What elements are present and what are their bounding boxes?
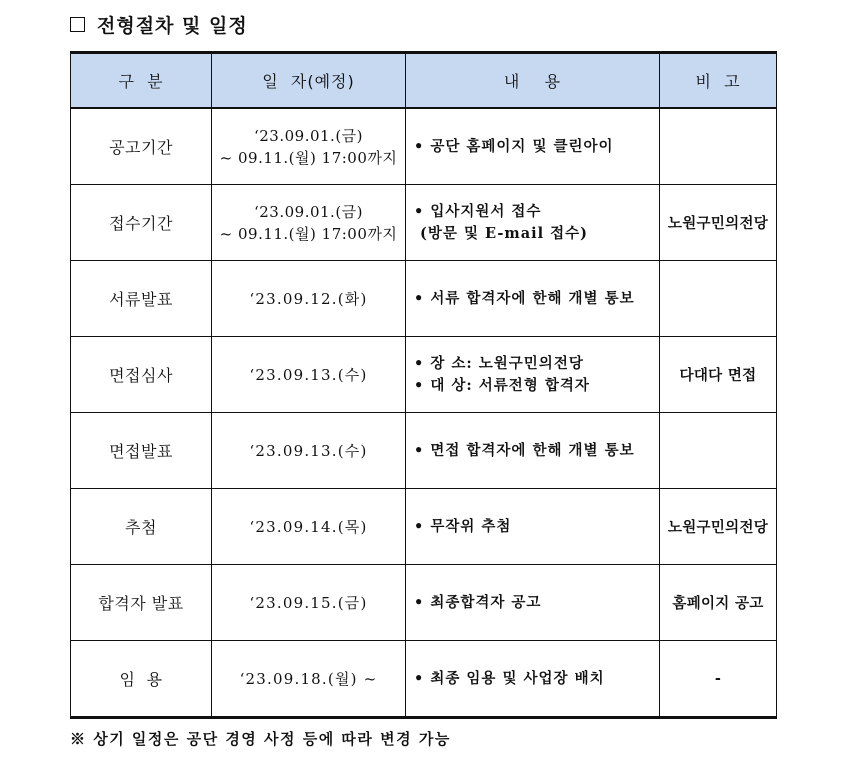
row-content [406, 489, 660, 565]
table-row [71, 185, 777, 261]
row-content [406, 641, 660, 718]
date-line: ‘23.09.15.(금) [249, 593, 368, 612]
row-content [406, 261, 660, 337]
row-category: 추첨 [71, 489, 212, 565]
empty-square-icon [70, 17, 85, 32]
date-line: ‘23.09.13.(수) [249, 365, 368, 384]
date-line: ‘23.09.18.(월) ~ [239, 669, 378, 688]
date-line: ‘23.09.13.(수) [249, 441, 368, 460]
row-date [212, 337, 406, 413]
row-note [660, 108, 777, 185]
row-date [212, 261, 406, 337]
date-line: ~ 09.11.(월) 17:00까지 [219, 148, 398, 167]
table-header-row [71, 53, 777, 109]
content-line: • 공단 홈페이지 및 클린아이 [414, 137, 614, 155]
date-line: ‘23.09.01.(금) [253, 126, 364, 145]
row-category: 서류발표 [71, 261, 212, 337]
row-category: 면접발표 [71, 413, 212, 489]
row-note: 홈페이지 공고 [660, 565, 777, 641]
content-line: (방문 및 E-mail 접수) [414, 224, 589, 242]
table-row [71, 641, 777, 718]
row-date [212, 641, 406, 718]
row-category: 합격자 발표 [71, 565, 212, 641]
content-line: • 무작위 추첨 [414, 517, 512, 535]
date-line: ~ 09.11.(월) 17:00까지 [219, 224, 398, 243]
row-date [212, 565, 406, 641]
row-note: 노원구민의전당 [660, 489, 777, 565]
table-row [71, 261, 777, 337]
table-row [71, 489, 777, 565]
row-date [212, 489, 406, 565]
table-row [71, 565, 777, 641]
row-note: 노원구민의전당 [660, 185, 777, 261]
section-title [70, 9, 248, 39]
row-note [660, 413, 777, 489]
content-line: • 서류 합격자에 한해 개별 통보 [414, 289, 635, 307]
content-line: • 대 상: 서류전형 합격자 [414, 376, 590, 394]
header-content: 내 용 [406, 53, 660, 109]
row-category: 공고기간 [71, 108, 212, 185]
row-date [212, 413, 406, 489]
content-line: • 장 소: 노원구민의전당 [414, 354, 584, 372]
row-content [406, 337, 660, 413]
footnote: ※ 상기 일정은 공단 경영 사정 등에 따라 변경 가능 [70, 730, 451, 748]
row-note: - [660, 641, 777, 718]
content-line: • 면접 합격자에 한해 개별 통보 [414, 441, 635, 459]
row-date [212, 185, 406, 261]
row-note [660, 261, 777, 337]
content-line: • 최종합격자 공고 [414, 593, 542, 611]
date-line: ‘23.09.01.(금) [253, 202, 364, 221]
schedule-table [70, 51, 777, 719]
row-category: 임 용 [71, 641, 212, 718]
header-date: 일 자(예정) [212, 53, 406, 109]
header-category: 구 분 [71, 53, 212, 109]
row-content [406, 565, 660, 641]
header-note: 비 고 [660, 53, 777, 109]
table-row [71, 337, 777, 413]
date-line: ‘23.09.12.(화) [249, 289, 368, 308]
row-note: 다대다 면접 [660, 337, 777, 413]
row-category: 접수기간 [71, 185, 212, 261]
row-content [406, 413, 660, 489]
row-category: 면접심사 [71, 337, 212, 413]
section-title-text: 전형절차 및 일정 [97, 14, 248, 37]
date-line: ‘23.09.14.(목) [249, 517, 368, 536]
table-row [71, 108, 777, 185]
content-line: • 입사지원서 접수 [414, 202, 542, 220]
table-row [71, 413, 777, 489]
content-line: • 최종 임용 및 사업장 배치 [414, 669, 605, 687]
row-content [406, 108, 660, 185]
row-date [212, 108, 406, 185]
row-content [406, 185, 660, 261]
